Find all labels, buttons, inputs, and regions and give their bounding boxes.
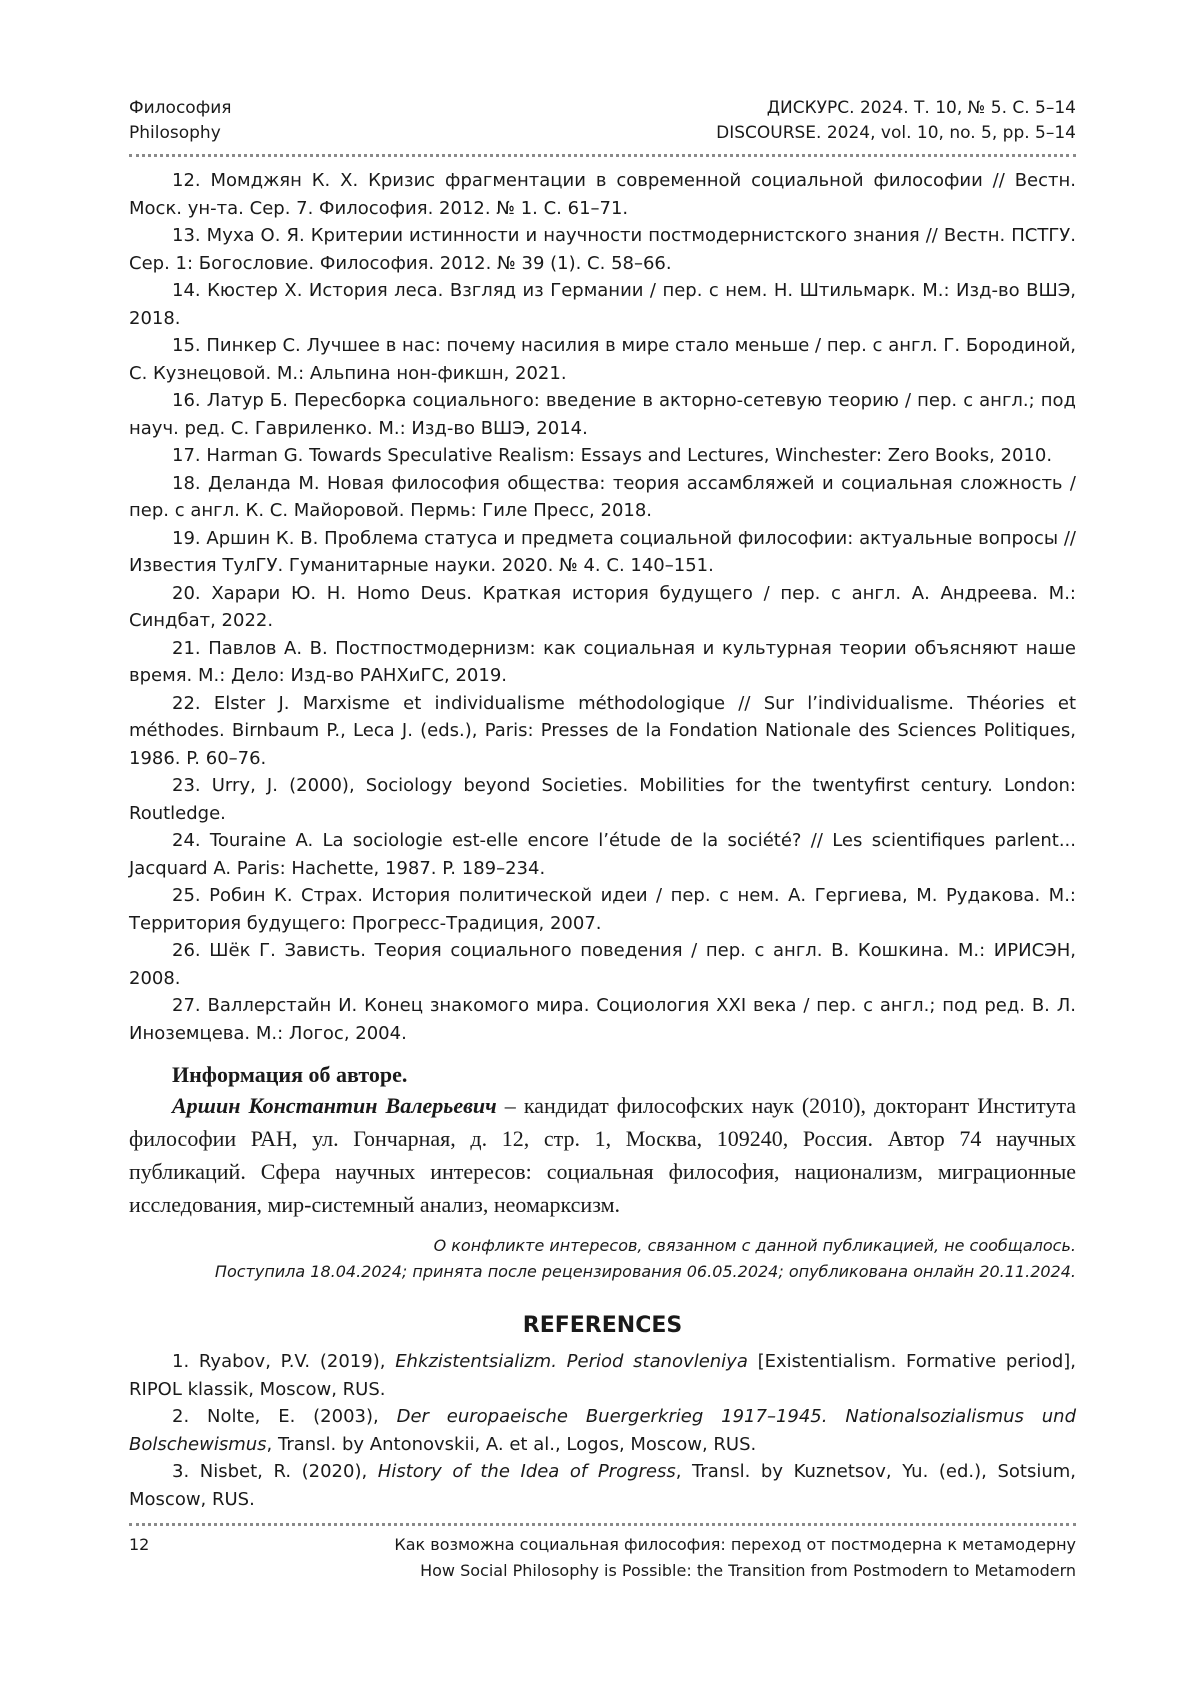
section-ru: Философия <box>129 98 232 118</box>
reference-item: 12. Момджян К. Х. Кризис фрагментации в современной социальной философии // Вестн. Моск. ун-та. Сер. 7. Философия. 2012. № 1. С. 61–71. <box>129 170 1076 219</box>
reference-en-item: 1. Ryabov, P.V. (2019), Ehkzistentsializm. Period stanovleniya [Existentialism. Formative period], RIPOL klassik, Moscow, RUS. <box>129 1351 1076 1400</box>
reference-item: 13. Муха О. Я. Критерии истинности и научности постмодернистского знания // Вестн. ПСТГУ. Сер. 1: Богословие. Философия. 2012. № 39 (1). С. 58–66. <box>129 225 1076 274</box>
conflict-note: О конфликте интересов, связанном с данной публикацией, не сообщалось. <box>433 1236 1076 1255</box>
reference-item: 19. Аршин К. В. Проблема статуса и предмета социальной философии: актуальные вопросы // Известия ТулГУ. Гуманитарные науки. 2020. № 4. С. 140–151. <box>129 527 1076 576</box>
running-footer <box>129 1523 1076 1584</box>
header-section <box>129 96 232 146</box>
references-heading: REFERENCES <box>522 1313 683 1338</box>
section-en: Philosophy <box>129 123 221 143</box>
header-divider <box>129 154 1076 157</box>
author-info <box>129 1061 1076 1221</box>
page-number: 12 <box>129 1535 150 1554</box>
reference-item: 14. Кюстер Х. История леса. Взгляд из Германии / пер. с нем. Н. Штильмарк. М.: Изд-во ВШЭ, 2018. <box>129 280 1076 329</box>
publication-notes <box>129 1233 1076 1285</box>
reference-item: 24. Touraine A. La sociologie est-elle encore l’étude de la société? // Les scientifiques parlent... Jacquard A. Paris: Hachette, 1987. P. 189–234. <box>129 830 1076 879</box>
author-description: – кандидат философских наук (2010), докторант Института философии РАН, ул. Гончарная, д. 12, стр. 1, Москва, 109240, Россия. Автор 74 научных публикаций. Сфера научных интересов: социальная философия, национализм, миграционные исследования, мир-системный анализ, неомарксизм. <box>129 1093 1077 1217</box>
reference-item: 27. Валлерстайн И. Конец знакомого мира. Социология XXI века / пер. с англ.; под ред. В. Л. Иноземцева. М.: Логос, 2004. <box>129 995 1076 1044</box>
reference-list <box>129 167 1076 1047</box>
reference-item: 20. Харари Ю. Н. Homo Deus. Краткая история будущего / пер. с англ. А. Андреева. М.: Синдбат, 2022. <box>129 582 1076 631</box>
reference-item: 26. Шёк Г. Зависть. Теория социального поведения / пер. с англ. В. Кошкина. М.: ИРИСЭН, 2008. <box>129 940 1076 989</box>
reference-item: 18. Деланда М. Новая философия общества: теория ассамбляжей и социальная сложность / пер. с англ. К. С. Майоровой. Пермь: Гиле Пресс, 2018. <box>129 472 1076 521</box>
reference-item: 25. Робин К. Страх. История политической идеи / пер. с нем. А. Гергиева, М. Рудакова. М.: Территория будущего: Прогресс-Традиция, 2007. <box>129 885 1076 934</box>
reference-item: 17. Harman G. Towards Speculative Realism: Essays and Lectures, Winchester: Zero Books, 2010. <box>172 445 1053 466</box>
author-info-text <box>129 1089 1076 1221</box>
article-title-ru: Как возможна социальная философия: переход от постмодерна к метамодерну <box>394 1535 1076 1554</box>
author-name: Аршин Константин Валерьевич <box>172 1093 497 1118</box>
header-journal <box>716 96 1076 146</box>
dates-note: Поступила 18.04.2024; принята после рецензирования 06.05.2024; опубликована онлайн 20.11.2024. <box>214 1262 1076 1281</box>
references-en-list <box>129 1348 1076 1513</box>
reference-item: 22. Elster J. Marxisme et individualisme méthodologique // Sur l’individualisme. Théories et méthodes. Birnbaum P., Leca J. (eds.), Paris: Presses de la Fondation Nationale des Sciences Politiques, 1986. P. 60–76. <box>129 692 1076 769</box>
reference-en-item: 2. Nolte, E. (2003), Der europaeische Buergerkrieg 1917–1945. Nationalsozialismus und Bolschewismus, Transl. by Antonovskii, A. et al., Logos, Moscow, RUS. <box>129 1406 1076 1455</box>
journal-en: DISCOURSE. 2024, vol. 10, no. 5, pp. 5–14 <box>716 123 1076 143</box>
author-info-heading: Информация об авторе. <box>172 1062 408 1087</box>
page <box>129 96 1076 1584</box>
reference-item: 23. Urry, J. (2000), Sociology beyond Societies. Mobilities for the twentyfirst century. London: Routledge. <box>129 775 1076 824</box>
journal-ru: ДИСКУРС. 2024. Т. 10, № 5. С. 5–14 <box>766 98 1076 118</box>
running-header <box>129 96 1076 146</box>
reference-item: 16. Латур Б. Пересборка социального: введение в акторно-сетевую теорию / пер. с англ.; под науч. ред. С. Гавриленко. М.: Изд-во ВШЭ, 2014. <box>129 390 1076 439</box>
reference-item: 15. Пинкер С. Лучшее в нас: почему насилия в мире стало меньше / пер. с англ. Г. Бородиной, С. Кузнецовой. М.: Альпина нон-фикшн, 2021. <box>129 335 1076 384</box>
article-title-footer <box>394 1532 1076 1584</box>
reference-en-item: 3. Nisbet, R. (2020), History of the Idea of Progress, Transl. by Kuznetsov, Yu. (ed.), Sotsium, Moscow, RUS. <box>129 1461 1076 1510</box>
article-title-en: How Social Philosophy is Possible: the Transition from Postmodern to Metamodern <box>420 1561 1076 1580</box>
reference-item: 21. Павлов А. В. Постпостмодернизм: как социальная и культурная теории объясняют наше время. М.: Дело: Изд-во РАНХиГС, 2019. <box>129 637 1076 686</box>
